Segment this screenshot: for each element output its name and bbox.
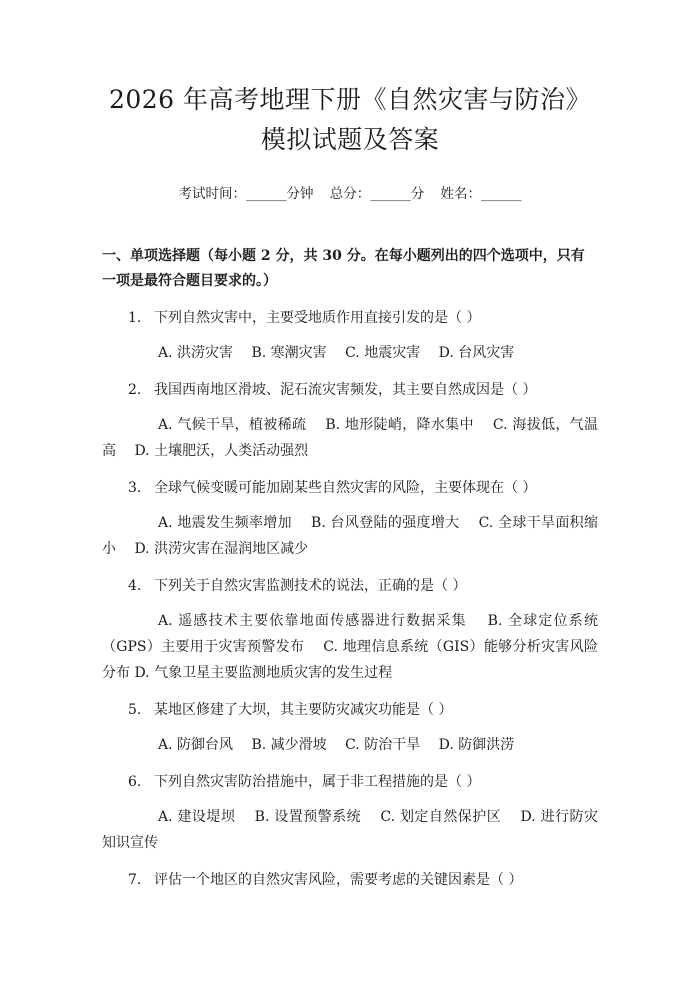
question-number: 1.	[128, 310, 142, 326]
question-text: 下列自然灾害中，主要受地质作用直接引发的是（ ）	[154, 310, 481, 326]
question-stem	[102, 770, 598, 794]
question-item	[102, 574, 598, 686]
question-options: A. 气候干旱，植被稀疏 B. 地形陡峭，降水集中 C. 海拔低，气温高 D. 土壤肥沃，人类活动强烈	[102, 417, 598, 459]
document-title: 2026 年高考地理下册《自然灾害与防治》模拟试题及答案	[108, 85, 592, 154]
question-item	[102, 868, 598, 892]
exam-score: 总分：______分	[329, 186, 425, 202]
question-number: 3.	[128, 480, 142, 496]
exam-name: 姓名：______	[440, 186, 522, 202]
question-stem	[102, 698, 598, 722]
question-stem	[102, 476, 598, 500]
question-text: 我国西南地区滑坡、泥石流灾害频发，其主要自然成因是（ ）	[154, 382, 537, 398]
document-page	[0, 80, 700, 985]
question-number: 7.	[128, 872, 142, 888]
question-number: 4.	[128, 578, 142, 594]
question-stem	[102, 378, 598, 402]
question-stem	[102, 868, 598, 892]
question-options: A. 防御台风 B. 减少滑坡 C. 防治干旱 D. 防御洪涝	[158, 737, 515, 753]
question-item	[102, 770, 598, 856]
question-item	[102, 378, 598, 464]
question-number: 5.	[128, 702, 142, 718]
question-text: 某地区修建了大坝，其主要防灾减灾功能是（ ）	[154, 702, 453, 718]
exam-time: 考试时间：______分钟	[178, 186, 314, 202]
question-item	[102, 476, 598, 562]
question-list	[102, 306, 598, 892]
question-text: 评估一个地区的自然灾害风险，需要考虑的关键因素是（ ）	[154, 872, 523, 888]
question-text: 下列自然灾害防治措施中，属于非工程措施的是（ ）	[154, 774, 481, 790]
question-number: 2.	[128, 382, 142, 398]
question-options: A. 地震发生频率增加 B. 台风登陆的强度增大 C. 全球干旱面积缩小 D. 洪涝灾害在湿润地区减少	[102, 515, 598, 557]
question-text: 下列关于自然灾害监测技术的说法，正确的是（ ）	[154, 578, 467, 594]
question-options: A. 洪涝灾害 B. 寒潮灾害 C. 地震灾害 D. 台风灾害	[158, 345, 515, 361]
question-options: A. 建设堤坝 B. 设置预警系统 C. 划定自然保护区 D. 进行防灾知识宣传	[102, 809, 598, 851]
question-stem	[102, 306, 598, 330]
question-options: A. 遥感技术主要依靠地面传感器进行数据采集 B. 全球定位系统（GPS）主要用于灾害预警发布 C. 地理信息系统（GIS）能够分析灾害风险分布 D. 气象卫星主要监测地质灾害的发生过程	[102, 613, 598, 681]
question-item	[102, 306, 598, 366]
question-number: 6.	[128, 774, 142, 790]
exam-info-line	[102, 182, 598, 202]
section-title: 一、单项选择题（每小题 2 分，共 30 分。在每小题列出的四个选项中，只有一项是最符合题目要求的。）	[102, 248, 585, 289]
question-text: 全球气候变暖可能加剧某些自然灾害的风险，主要体现在（ ）	[154, 480, 537, 496]
question-stem	[102, 574, 598, 598]
question-item	[102, 698, 598, 758]
